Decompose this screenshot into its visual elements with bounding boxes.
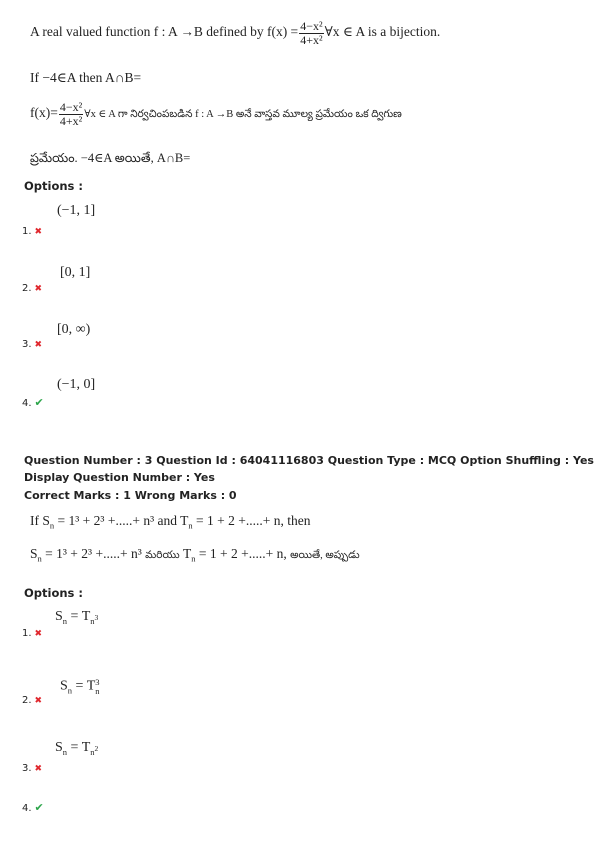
q2-frac-num: 4−x² <box>300 19 323 33</box>
q2-en-prefix: A real valued function f : A →B defined by f(x) = <box>30 24 299 40</box>
q3-en-s-expr: = 1³ + 2³ +.....+ n³ <box>54 513 155 528</box>
q3-opt1-rhs-sub-sup: 3 <box>94 612 99 622</box>
q3-opt3-rhs-sub-base: n <box>90 746 95 757</box>
q2-fraction <box>299 20 323 46</box>
q3-en-s-sub: n <box>49 520 55 531</box>
q3-en-s: S <box>42 513 50 528</box>
q2-option-3-num-label: 3. <box>22 339 32 350</box>
q3-option-2-num-label: 2. <box>22 695 32 706</box>
wrong-mark-icon: ✖ <box>34 227 43 237</box>
q3-opt3-rhs: T <box>81 740 91 755</box>
q3-en-if: If <box>30 513 39 528</box>
q3-statement-en <box>30 513 310 531</box>
q3-te-s-expr: = 1³ + 2³ +.....+ n³ <box>41 546 142 561</box>
correct-check-icon: ✔ <box>34 801 44 814</box>
q2-te-prefix: f(x)= <box>30 105 58 121</box>
q3-opt2-lhs: S <box>60 678 68 694</box>
q3-en-t: T <box>180 513 189 528</box>
q3-opt2-lhs-sub: n <box>67 685 73 696</box>
q3-option-4-num-label: 4. <box>22 803 32 814</box>
q2-option-1-text[interactable]: (−1, 1] <box>57 203 96 218</box>
q3-option-4-number <box>22 801 44 814</box>
q3-opt1-rhs-sub-base: n <box>90 615 95 626</box>
q2-te-frac-num: 4−x² <box>59 100 83 114</box>
q3-te-tail: అయితే, అప్పుడు <box>290 550 360 561</box>
q3-option-2-text[interactable]: $S_n = T$ 3 n <box>60 677 100 696</box>
q3-opt2-rhs-sub: n <box>95 685 100 696</box>
q3-meta-line1: Question Number : 3 Question Id : 64041116803 Question Type : MCQ Option Shuffling : Yes <box>24 454 594 467</box>
q2-statement-en <box>30 20 440 46</box>
q2-te-frac-den: 4+x² <box>59 113 83 128</box>
q2-option-2-num-label: 2. <box>22 283 32 294</box>
correct-check-icon: ✔ <box>34 396 44 409</box>
q3-opt3-lhs: S <box>55 740 63 755</box>
q2-te-fraction <box>59 101 83 127</box>
q3-te-t-expr: = 1 + 2 +.....+ n, <box>195 546 287 561</box>
q3-statement-te <box>30 546 360 564</box>
q3-opt3-rhs-sub-sup: 2 <box>94 743 99 753</box>
q2-option-2-text[interactable]: [0, 1] <box>60 265 91 280</box>
q3-te-s: S <box>30 546 38 561</box>
q3-opt2-rhs-sup: 3 <box>95 677 100 687</box>
q2-option-2-number <box>22 283 42 294</box>
q3-meta-line2: Display Question Number : Yes <box>24 471 215 484</box>
q3-option-3-number <box>22 763 42 774</box>
q3-te-t: T <box>182 546 192 561</box>
q3-opt1-rhs-sub <box>90 612 99 626</box>
q2-statement-en-line2: If −4∈A then A∩B= <box>30 70 142 85</box>
q3-option-2-number <box>22 695 42 706</box>
q3-meta-line3: Correct Marks : 1 Wrong Marks : 0 <box>24 489 237 502</box>
q2-options-label: Options : <box>24 179 83 193</box>
q2-option-4-num-label: 4. <box>22 398 32 409</box>
q2-option-1-number <box>22 226 42 237</box>
wrong-mark-icon: ✖ <box>34 284 43 294</box>
q3-en-t-expr: = 1 + 2 +.....+ n, then <box>192 513 311 528</box>
wrong-mark-icon: ✖ <box>34 340 43 350</box>
q3-options-label: Options : <box>24 586 83 600</box>
q3-te-mariyu: మరియు <box>145 550 180 561</box>
q2-option-4-number <box>22 396 44 409</box>
q3-option-1-num-label: 1. <box>22 628 32 639</box>
q3-te-t-sub: n <box>191 553 196 564</box>
q3-opt3-rhs-sub <box>90 743 99 757</box>
q3-en-and: and <box>157 513 177 528</box>
q3-opt1-rhs: T <box>81 609 91 624</box>
q3-option-3-num-label: 3. <box>22 763 32 774</box>
q3-en-t-sub: n <box>188 520 193 531</box>
q2-option-4-text[interactable]: (−1, 0] <box>57 377 96 392</box>
q3-opt3-lhs-sub: n <box>62 746 68 757</box>
q3-option-1-text[interactable]: $S_n = T_{n^3}$ <box>55 609 99 626</box>
q2-statement-te <box>30 101 402 127</box>
q2-frac-den: 4+x² <box>300 32 323 47</box>
q2-option-3-text[interactable]: [0, ∞) <box>57 322 91 337</box>
q2-statement-te-line2: ప్రమేయం. −4∈A అయితే, A∩B= <box>30 151 191 165</box>
wrong-mark-icon: ✖ <box>34 764 43 774</box>
q2-option-1-num-label: 1. <box>22 226 32 237</box>
q3-opt2-rhs: T <box>86 678 96 694</box>
q3-opt2-rhs-scripts <box>95 678 99 695</box>
q3-te-s-sub: n <box>37 553 42 564</box>
q3-option-3-text[interactable]: $S_n = T_{n^2}$ <box>55 740 99 757</box>
wrong-mark-icon: ✖ <box>34 696 43 706</box>
q3-option-1-number <box>22 628 42 639</box>
q2-te-suffix: ∀x ∈ A గా నిర్వచింపబడిన f : A →B అనే వాస్తవ మూల్య ప్రమేయం ఒక ద్విగుణ <box>84 109 402 121</box>
q2-en-suffix: ∀x ∈ A is a bijection. <box>324 24 441 40</box>
q2-option-3-number <box>22 339 42 350</box>
wrong-mark-icon: ✖ <box>34 629 43 639</box>
q3-opt1-lhs-sub: n <box>62 615 68 626</box>
q3-opt1-lhs: S <box>55 609 63 624</box>
